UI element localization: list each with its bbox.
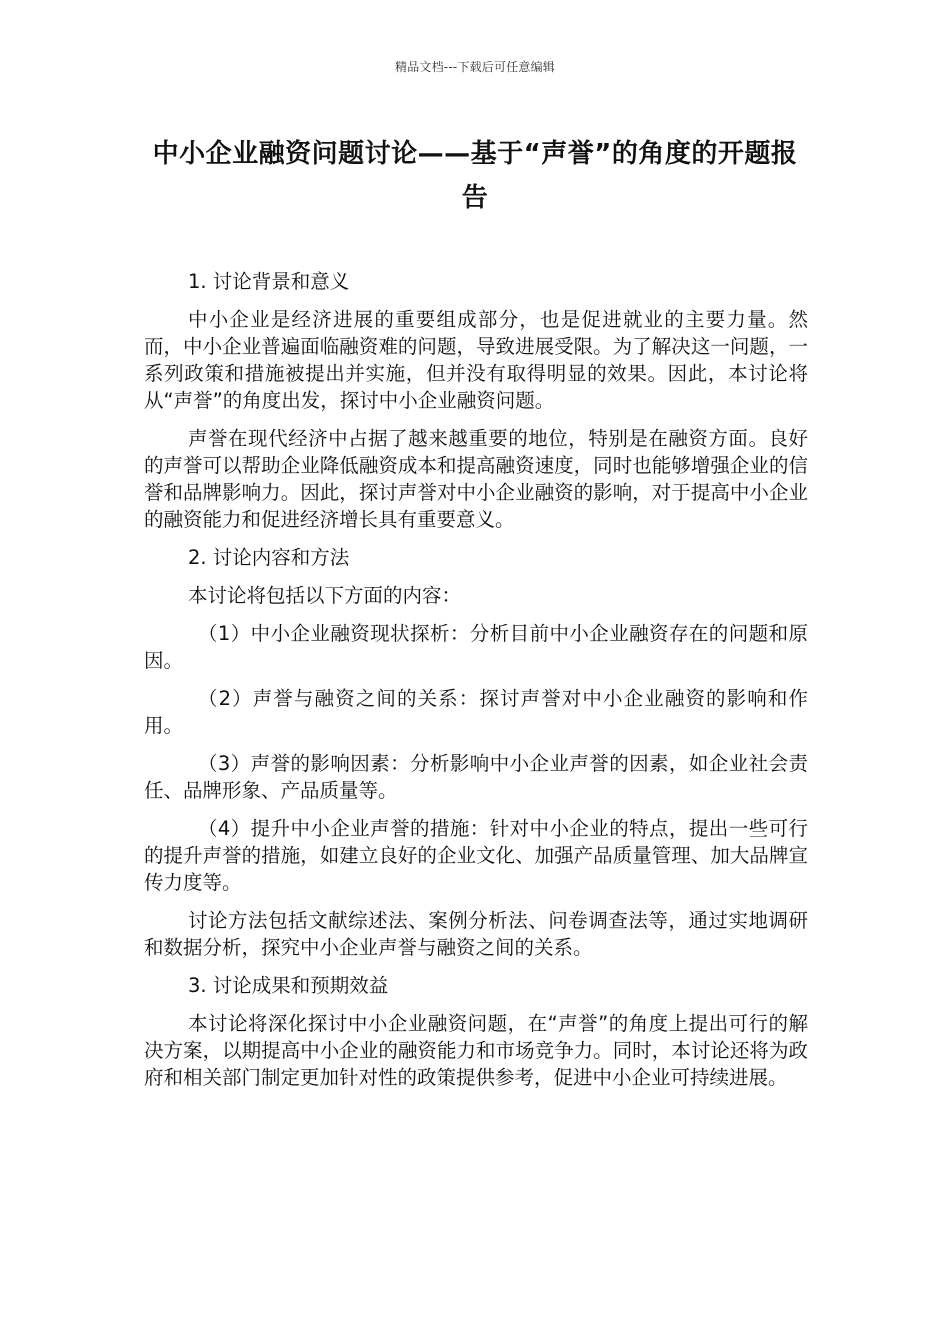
document-title: 中小企业融资问题讨论——基于“声誉”的角度的开题报告: [152, 139, 798, 213]
paragraph: 声誉在现代经济中占据了越来越重要的地位，特别是在融资方面。良好的声誉可以帮助企业降低融资成本和提高融资速度，同时也能够增强企业的信誉和品牌影响力。因此，探讨声誉对中小企业融资的影响，对于提高中小企业的融资能力和促进经济增长具有重要意义。: [144, 427, 808, 531]
list-item: （2）声誉与融资之间的关系：探讨声誉对中小企业融资的影响和作用。: [144, 687, 808, 737]
list-item: （1）中小企业融资现状探析：分析目前中小企业融资存在的问题和原因。: [144, 622, 808, 672]
document-body: [144, 268, 808, 1102]
paragraph: 中小企业是经济进展的重要组成部分，也是促进就业的主要力量。然而，中小企业普遍面临融资难的问题，导致进展受限。为了解决这一问题，一系列政策和措施被提出并实施，但并没有取得明显的效果。因此，本讨论将从“声誉”的角度出发，探讨中小企业融资问题。: [144, 308, 808, 412]
paragraph-methods: 讨论方法包括文献综述法、案例分析法、问卷调查法等，通过实地调研和数据分析，探究中小企业声誉与融资之间的关系。: [144, 909, 808, 959]
section-heading-results: 3. 讨论成果和预期效益: [188, 974, 389, 997]
header-note: 精品文档---下载后可任意编辑: [395, 60, 555, 74]
list-item: （3）声誉的影响因素：分析影响中小企业声誉的因素，如企业社会责任、品牌形象、产品质量等。: [144, 752, 808, 802]
section-heading-content-method: 2. 讨论内容和方法: [188, 546, 350, 569]
section-heading-background: 1. 讨论背景和意义: [188, 270, 350, 293]
paragraph-intro: 本讨论将包括以下方面的内容：: [188, 584, 462, 607]
list-item: （4）提升中小企业声誉的措施：针对中小企业的特点，提出一些可行的提升声誉的措施，如建立良好的企业文化、加强产品质量管理、加大品牌宣传力度等。: [144, 817, 808, 894]
paragraph: 本讨论将深化探讨中小企业融资问题，在“声誉”的角度上提出可行的解决方案，以期提高中小企业的融资能力和市场竞争力。同时，本讨论还将为政府和相关部门制定更加针对性的政策提供参考，促进中小企业可持续进展。: [144, 1012, 808, 1089]
